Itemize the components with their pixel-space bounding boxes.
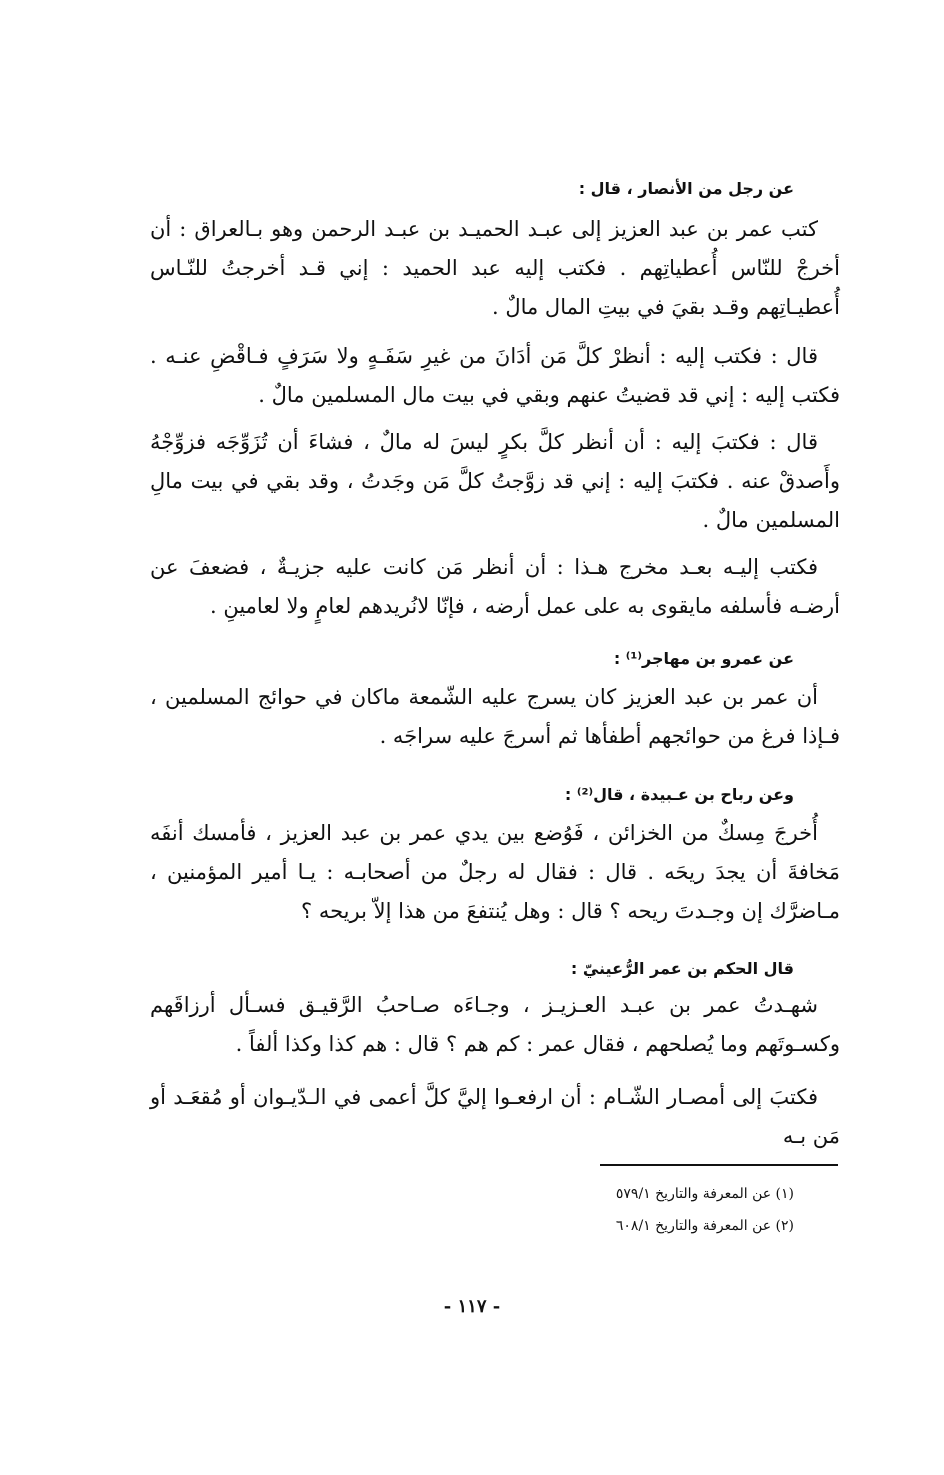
section-body <box>150 986 840 1156</box>
section-heading: عن رجل من الأنصار ، قال : <box>578 179 794 198</box>
paragraph: فكتبَ إلى أمصـار الشّـام : أن ارفعـوا إليَّ كلَّ أعمى في الـدّيـوان أو مُقعَـد أو مَن بـه <box>150 1085 840 1148</box>
section-heading: عن عمرو بن مهاجر⁽¹⁾ : <box>613 649 794 668</box>
section-heading: قال الحكم بن عمر الرُّعينيّ : <box>570 959 794 978</box>
paragraph: فكتب إليـه بعـد مخرج هـذا : أن أنظر مَن كانت عليه جزيـةٌ ، فضعفَ عن أرضـه فأسلفه مايقوى به على عمل أرضه ، فإنّا لانُريدهم لعامٍ ولا لعامينِ . <box>150 555 840 618</box>
paragraph: شهـدتُ عمر بن عبـد العـزيـز ، وجـاءَه صـاحبُ الرَّقيـق فسـأل أرزاقَهم وكسـوتَهم وما يُصلحهم ، فقال عمر : كم هم ؟ قال : هم كذا وكذا ألفاً . <box>150 993 840 1056</box>
section-body <box>150 678 840 756</box>
footnote: (١) عن المعرفة والتاريخ ٥٧٩/١ <box>615 1186 794 1202</box>
footnote: (٢) عن المعرفة والتاريخ ٦٠٨/١ <box>615 1218 794 1234</box>
paragraph: قال : فكتبَ إليه : أن أنظر كلَّ بكرٍ ليسَ له مالٌ ، فشاءَ أن تُزَوِّجَه فزوِّجْهُ وأَصدقْ عنه . فكتبَ إليه : إني قد زوَّجتُ كلَّ مَن وجَدتُ ، وقد بقي في بيت مالِ المسلمين مالٌ . <box>150 430 840 532</box>
footnote-divider <box>600 1164 838 1166</box>
paragraph: أن عمر بن عبد العزيز كان يسرج عليه الشّمعة ماكان في حوائج المسلمين ، فـإذا فرغ من حوائجهم أطفأها ثم أسرجَ عليه سراجَه . <box>150 685 840 748</box>
section-body <box>150 814 840 931</box>
paragraph: أُخرجَ مِسكٌ من الخزائن ، فَوُضع بين يدي عمر بن عبد العزيز ، فأمسك أنفَه مَخافةَ أن يجدَ ريحَه . قال : فقال له رجلٌ من أصحابـه : يـا أمير المؤمنين ، مـاضرَّك إن وجـدتَ ريحه ؟ قال : وهل يُنتفعَ من هذا إلاّ بريحه ؟ <box>150 821 840 923</box>
page-number: - ١١٧ - <box>443 1296 501 1317</box>
paragraph: كتب عمر بن عبد العزيز إلى عبـد الحميـد بن عبـد الرحمن وهو بـالعراق : أن أخرجْ للنّاس أُعطياتِهم . فكتب إليه عبد الحميد : إني قـد أخرجتُ للنّـاس أُعطيـاتِهم وقـد بقيَ في بيتِ المال مالٌ . <box>150 217 840 319</box>
section-heading: وعن رباح بن عـبيدة ، قال⁽²⁾ : <box>564 785 794 804</box>
paragraph: قال : فكتب إليه : أنظرْ كلَّ مَن أدَانَ من غيرِ سَفَـهٍ ولا سَرَفٍ فـاقْضِ عنـه . فكتب إليه : إني قد قضيتُ عنهم وبقي في بيت مال المسلمين مالٌ . <box>150 344 840 407</box>
section-body <box>150 210 840 626</box>
